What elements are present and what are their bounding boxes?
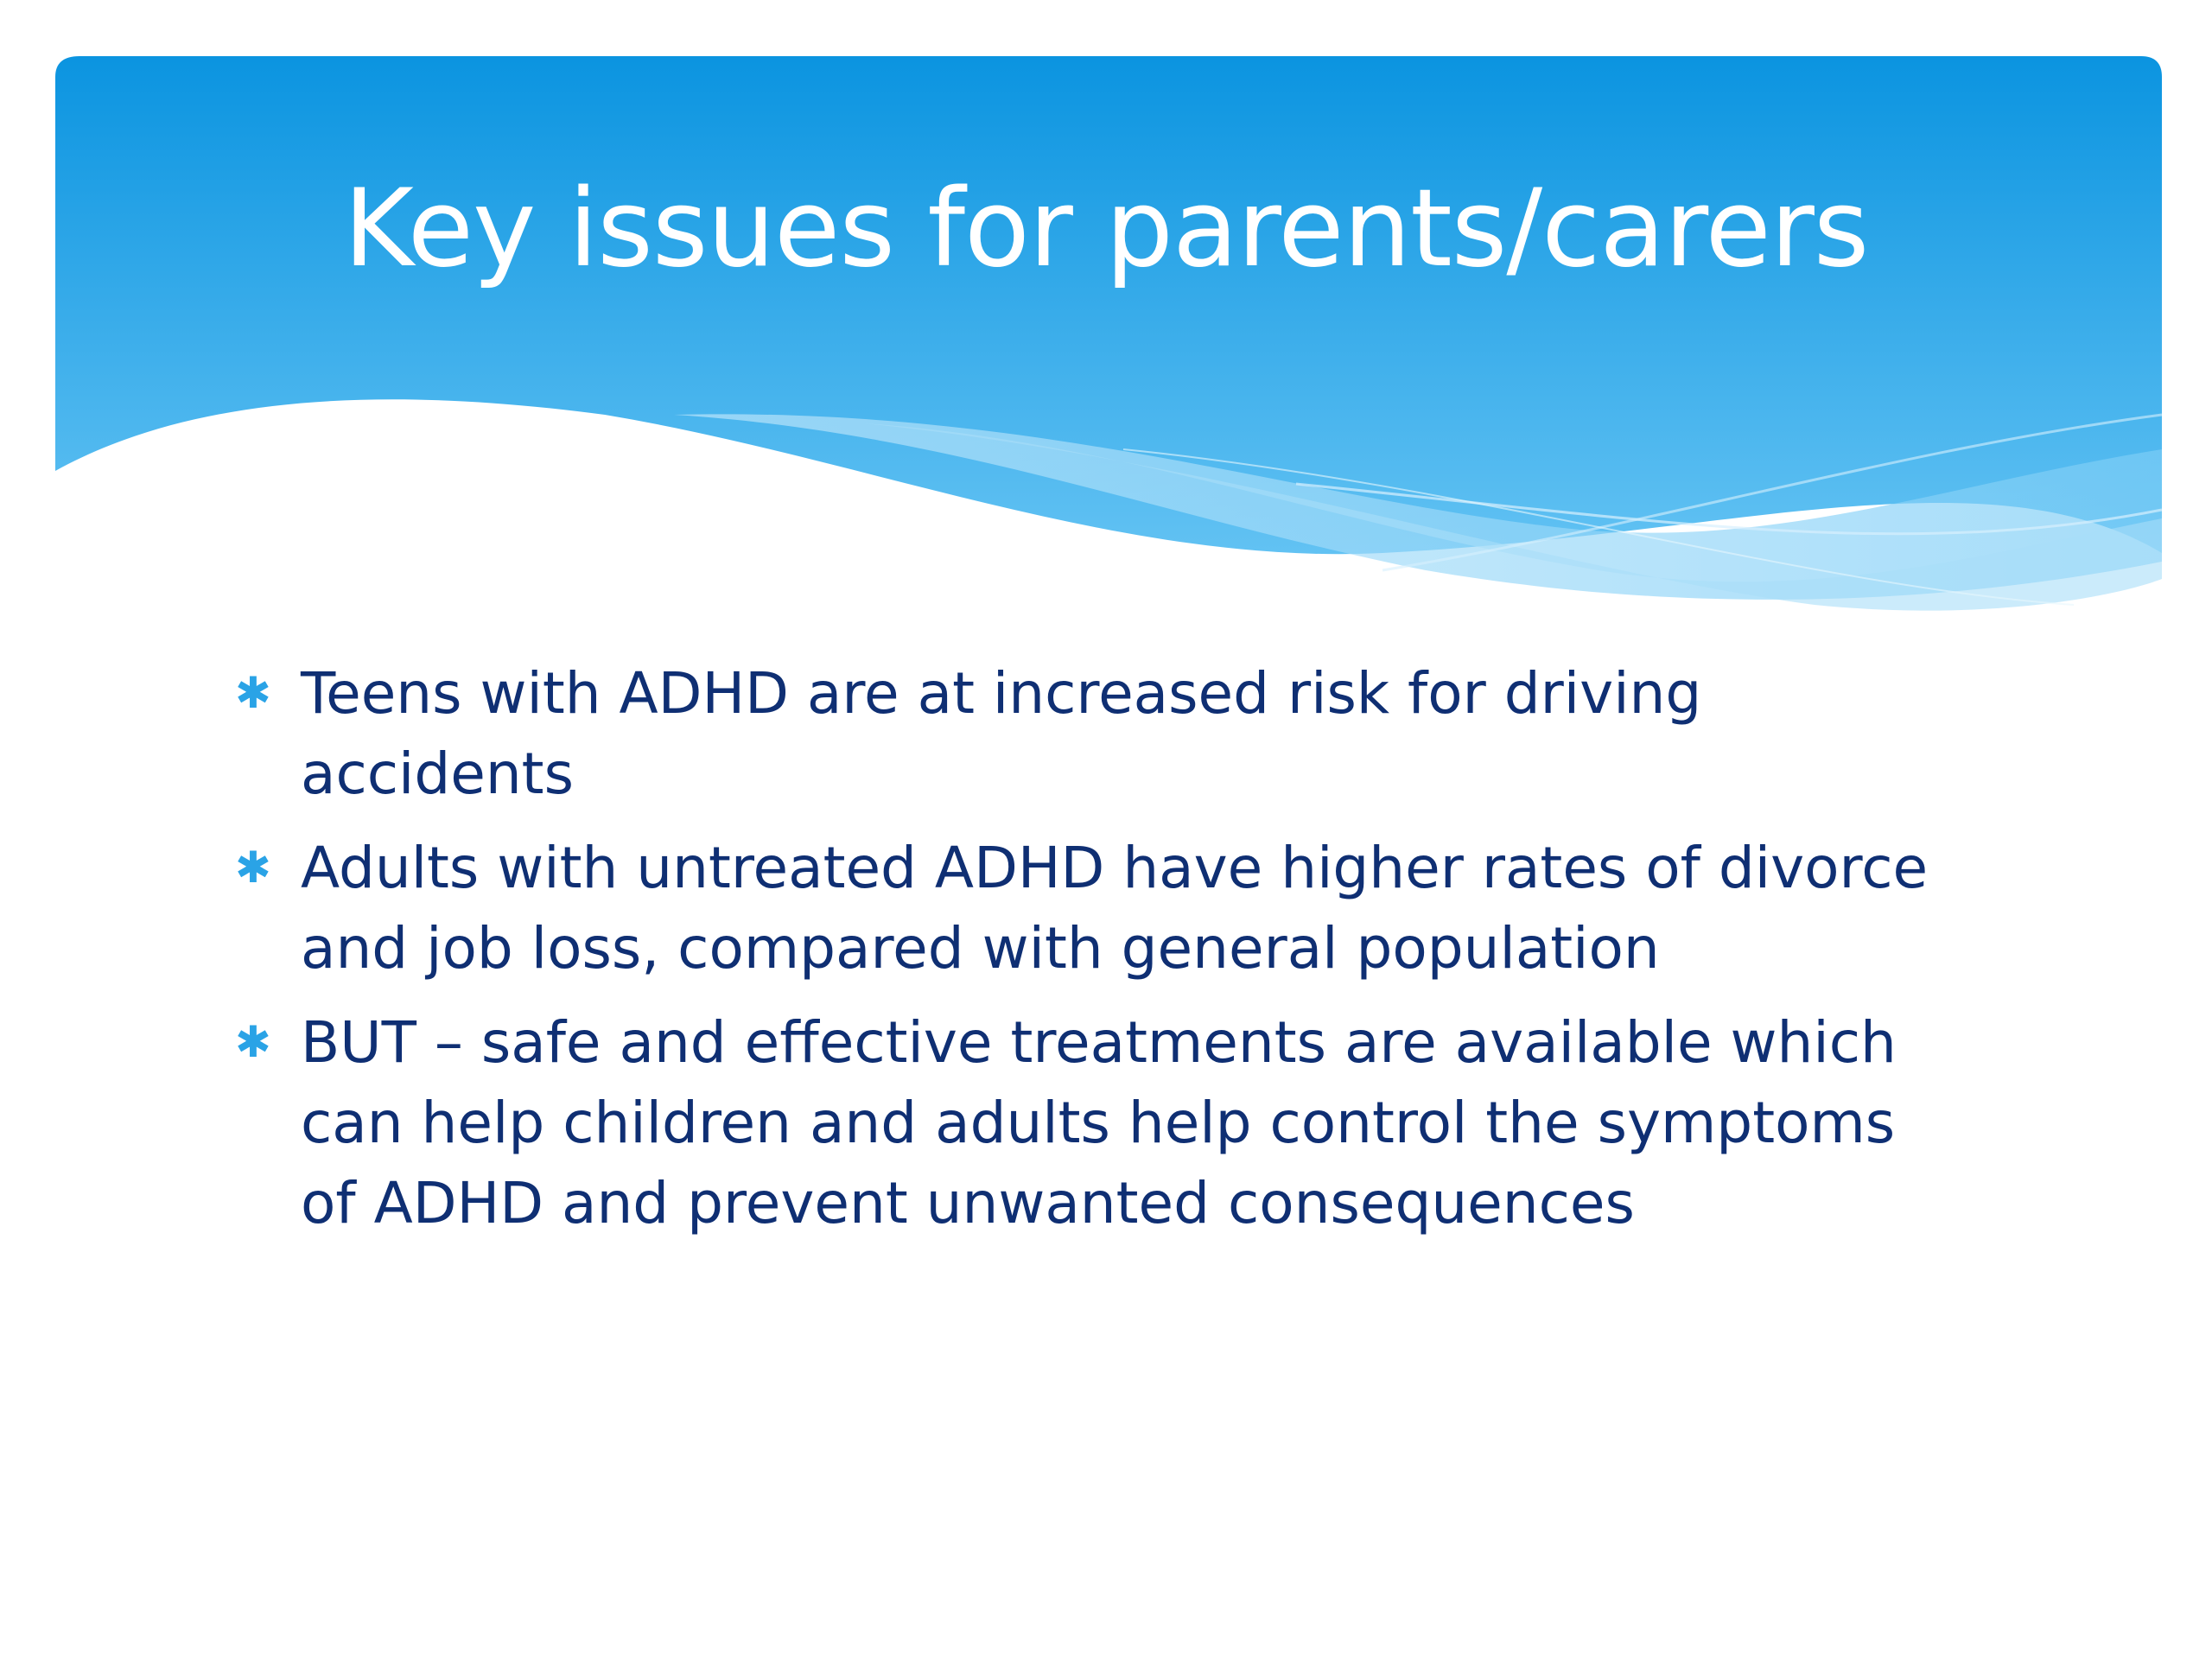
asterisk-icon: ✱ — [235, 668, 271, 718]
slide-title: Key issues for parents/carers — [343, 167, 1869, 291]
bullet-text: Adults with untreated ADHD have higher rates of divorce and job loss, compared with general population — [301, 835, 1929, 982]
asterisk-icon: ✱ — [235, 842, 271, 893]
list-item — [232, 653, 1960, 814]
wave-background — [0, 0, 2212, 657]
list-item — [232, 1002, 1960, 1243]
bullet-list — [232, 653, 1960, 1257]
header-wave-banner — [0, 0, 2212, 657]
list-item — [232, 828, 1960, 988]
asterisk-icon: ✱ — [235, 1017, 271, 1067]
bullet-text: BUT – safe and effective treatments are available which can help children and adults help control the symptoms of ADHD and prevent unwanted consequences — [301, 1009, 1897, 1236]
bullet-text: Teens with ADHD are at increased risk for driving accidents — [301, 660, 1702, 807]
